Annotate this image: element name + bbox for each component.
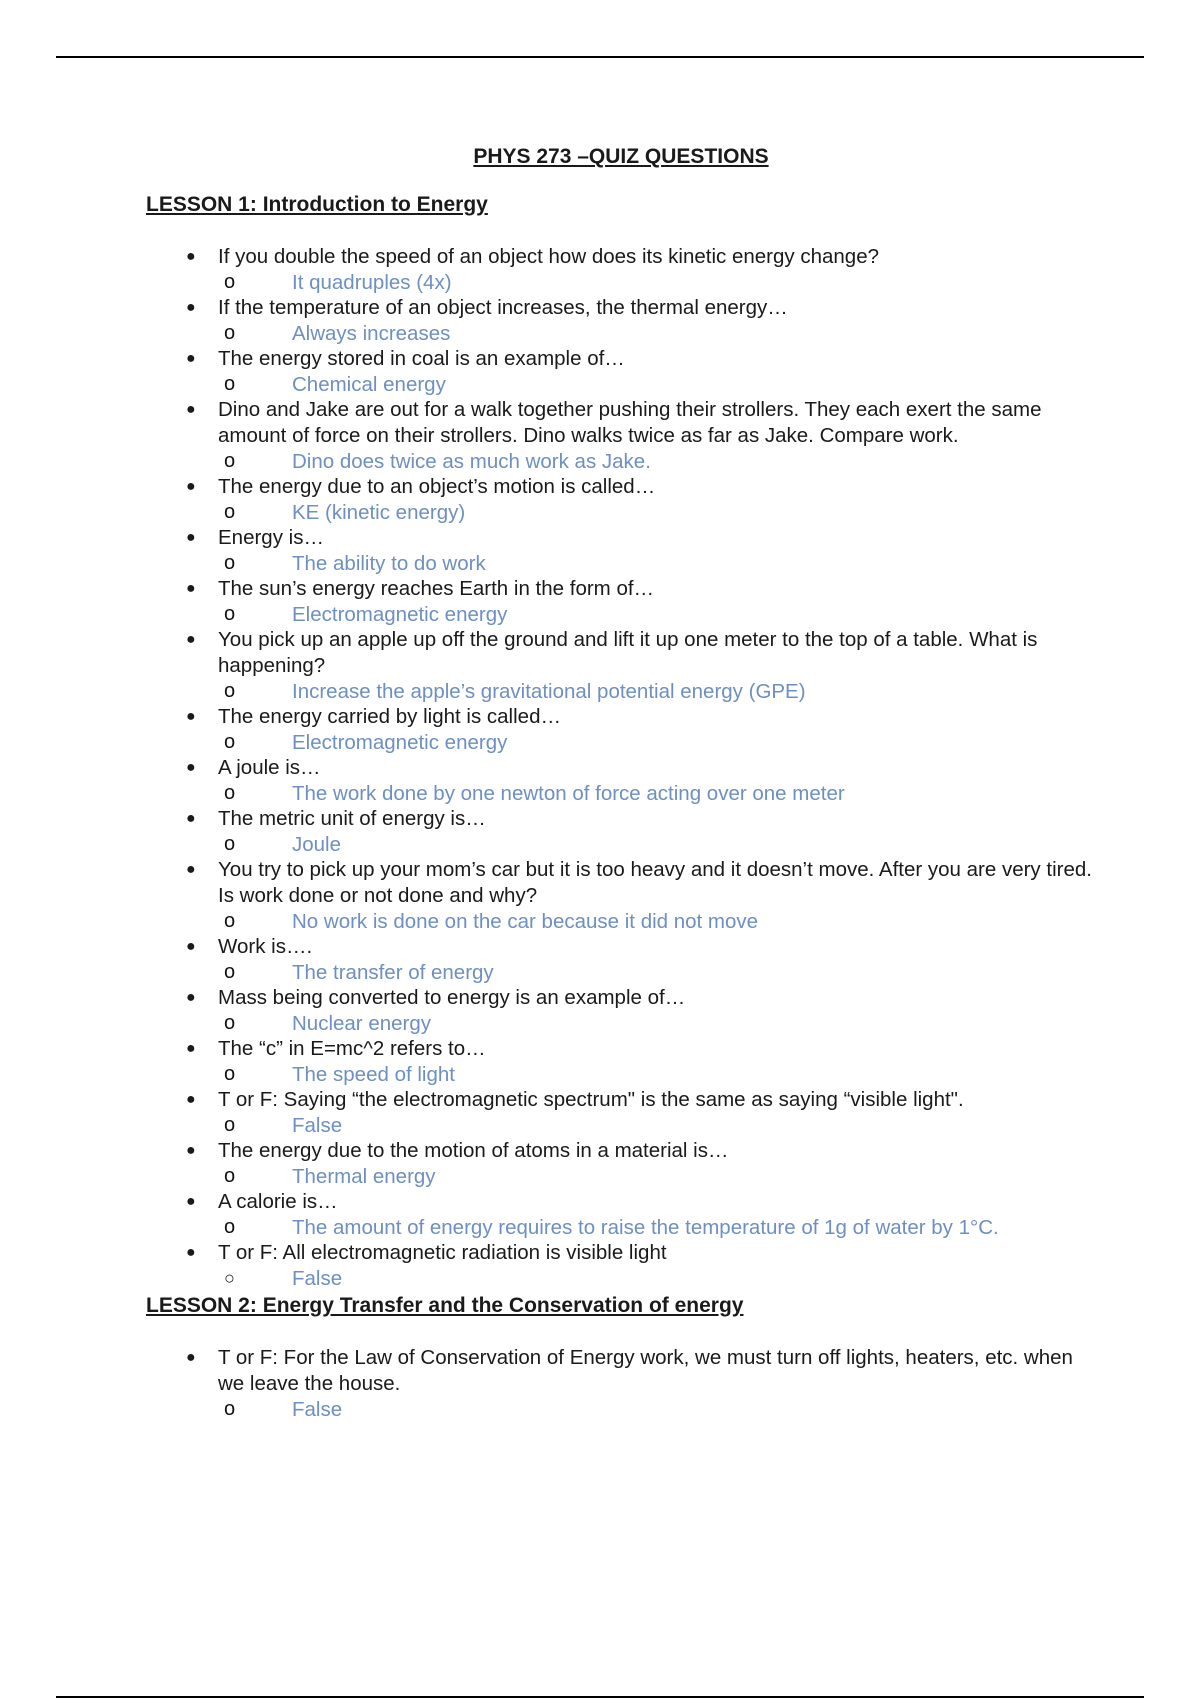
question-text: The energy carried by light is called… [218,705,561,728]
answer [146,1011,1096,1036]
question [146,627,1096,679]
answer-text: Always increases [292,322,451,345]
answer [146,551,1096,576]
answer-text: Chemical energy [292,373,446,396]
answer-text: The speed of light [292,1063,455,1086]
sub-bullet-icon: o [224,1063,236,1085]
question-list [146,244,1096,1291]
question-text: The energy due to an object’s motion is called… [218,475,656,498]
answer-text: Dino does twice as much work as Jake. [292,450,651,473]
question-item [146,985,1096,1036]
question-text: Work is…. [218,935,313,958]
answer-text: No work is done on the car because it did not move [292,910,759,933]
answer [146,270,1096,295]
bullet-icon: ● [186,350,196,367]
answer [146,960,1096,985]
bullet-icon: ● [186,401,196,418]
document-body [146,144,1096,1422]
question [146,934,1096,960]
question-item [146,1189,1096,1240]
answer [146,1215,1096,1240]
bullet-icon: ● [186,1193,196,1210]
sub-bullet-icon: o [224,782,236,804]
answer [146,321,1096,346]
question [146,576,1096,602]
sub-bullet-icon: o [224,680,236,702]
question-text: You pick up an apple up off the ground and lift it up one meter to the top of a table. What is happening? [218,628,1038,677]
question [146,755,1096,781]
question-item [146,576,1096,627]
answer-text: The work done by one newton of force acting over one meter [292,782,845,805]
bullet-icon: ● [186,1142,196,1159]
lesson-heading: LESSON 1: Introduction to Energy [146,193,488,216]
sub-bullet-icon: o [224,1165,236,1187]
top-rule [56,56,1144,58]
question-text: If the temperature of an object increases, the thermal energy… [218,296,788,319]
sub-bullet-icon: o [224,322,236,344]
sub-bullet-icon: o [224,910,236,932]
question-item [146,397,1096,474]
question-text: You try to pick up your mom’s car but it is too heavy and it doesn’t move. After you are very tired. Is work done or not done and why? [218,858,1092,907]
question-item [146,525,1096,576]
question-item [146,295,1096,346]
question-text: Energy is… [218,526,324,549]
answer-text: Nuclear energy [292,1012,432,1035]
answer-text: The transfer of energy [292,961,494,984]
question-text: A joule is… [218,756,321,779]
sub-bullet-icon: o [224,731,236,753]
question-item [146,244,1096,295]
bullet-icon: ● [186,861,196,878]
answer [146,909,1096,934]
question [146,525,1096,551]
question-text: T or F: Saying “the electromagnetic spectrum" is the same as saying “visible light". [218,1088,964,1111]
question-text: A calorie is… [218,1190,338,1213]
answer-text: False [292,1267,343,1290]
answer-text: The ability to do work [292,552,486,575]
question-text: T or F: All electromagnetic radiation is visible light [218,1241,667,1264]
question-item [146,1138,1096,1189]
question-text: Dino and Jake are out for a walk together pushing their strollers. They each exert the same amount of force on their strollers. Dino walks twice as far as Jake. Compare work. [218,398,1042,447]
bullet-icon: ● [186,580,196,597]
sub-bullet-icon: o [224,552,236,574]
question-item [146,346,1096,397]
question-text: The energy due to the motion of atoms in a material is… [218,1139,729,1162]
sub-bullet-icon: o [224,1216,236,1238]
question [146,397,1096,449]
question-text: T or F: For the Law of Conservation of Energy work, we must turn off lights, heaters, etc. when we leave the house. [218,1346,1073,1395]
sub-bullet-icon: o [224,450,236,472]
question-item [146,1345,1096,1422]
sub-bullet-icon: o [224,961,236,983]
sub-bullet-icon: o [224,1398,236,1420]
question-text: If you double the speed of an object how does its kinetic energy change? [218,245,880,268]
question-text: The “c” in E=mc^2 refers to… [218,1037,486,1060]
question [146,1345,1096,1397]
question [146,1036,1096,1062]
sub-bullet-icon: o [224,833,236,855]
answer-text: The amount of energy requires to raise the temperature of 1g of water by 1°C. [292,1216,999,1239]
answer [146,449,1096,474]
lessons-container [146,192,1096,1422]
answer [146,1113,1096,1138]
bullet-icon: ● [186,1091,196,1108]
bullet-icon: ● [186,708,196,725]
answer [146,372,1096,397]
page-title: PHYS 273 –QUIZ QUESTIONS [473,145,769,168]
question [146,1240,1096,1266]
question [146,474,1096,500]
lesson-heading: LESSON 2: Energy Transfer and the Conservation of energy [146,1294,744,1317]
question-item [146,627,1096,704]
answer-text: Thermal energy [292,1165,436,1188]
answer-text: False [292,1114,343,1137]
question [146,1087,1096,1113]
answer [146,602,1096,627]
question-item [146,806,1096,857]
sub-bullet-icon: o [224,501,236,523]
answer-text: Increase the apple’s gravitational potential energy (GPE) [292,680,806,703]
bullet-icon: ● [186,478,196,495]
question [146,295,1096,321]
bottom-rule [56,1696,1144,1698]
question-item [146,474,1096,525]
bullet-icon: ● [186,989,196,1006]
question-item [146,755,1096,806]
answer [146,1397,1096,1422]
answer-text: False [292,1398,343,1421]
question [146,346,1096,372]
answer [146,1164,1096,1189]
question-text: Mass being converted to energy is an example of… [218,986,686,1009]
answer-text: Electromagnetic energy [292,731,508,754]
answer-text: Electromagnetic energy [292,603,508,626]
question-text: The energy stored in coal is an example of… [218,347,625,370]
question-item [146,1036,1096,1087]
question-list [146,1345,1096,1422]
bullet-icon: ● [186,938,196,955]
answer-text: It quadruples (4x) [292,271,452,294]
question-item [146,1087,1096,1138]
bullet-icon: ● [186,1244,196,1261]
answer [146,1062,1096,1087]
question [146,704,1096,730]
question-item [146,704,1096,755]
sub-bullet-icon: ○ [224,1268,235,1288]
question-item [146,857,1096,934]
question-item [146,934,1096,985]
answer [146,500,1096,525]
sub-bullet-icon: o [224,1114,236,1136]
bullet-icon: ● [186,248,196,265]
answer-text: KE (kinetic energy) [292,501,466,524]
question [146,1138,1096,1164]
question [146,985,1096,1011]
answer [146,832,1096,857]
sub-bullet-icon: o [224,603,236,625]
answer [146,1266,1096,1291]
answer [146,730,1096,755]
bullet-icon: ● [186,1349,196,1366]
answer [146,781,1096,806]
sub-bullet-icon: o [224,1012,236,1034]
sub-bullet-icon: o [224,373,236,395]
question [146,857,1096,909]
question [146,806,1096,832]
question-text: The metric unit of energy is… [218,807,486,830]
bullet-icon: ● [186,299,196,316]
question [146,244,1096,270]
answer-text: Joule [292,833,342,856]
bullet-icon: ● [186,529,196,546]
question-item [146,1240,1096,1291]
question-text: The sun’s energy reaches Earth in the form of… [218,577,655,600]
bullet-icon: ● [186,759,196,776]
bullet-icon: ● [186,810,196,827]
answer [146,679,1096,704]
bullet-icon: ● [186,631,196,648]
sub-bullet-icon: o [224,271,236,293]
question [146,1189,1096,1215]
bullet-icon: ● [186,1040,196,1057]
